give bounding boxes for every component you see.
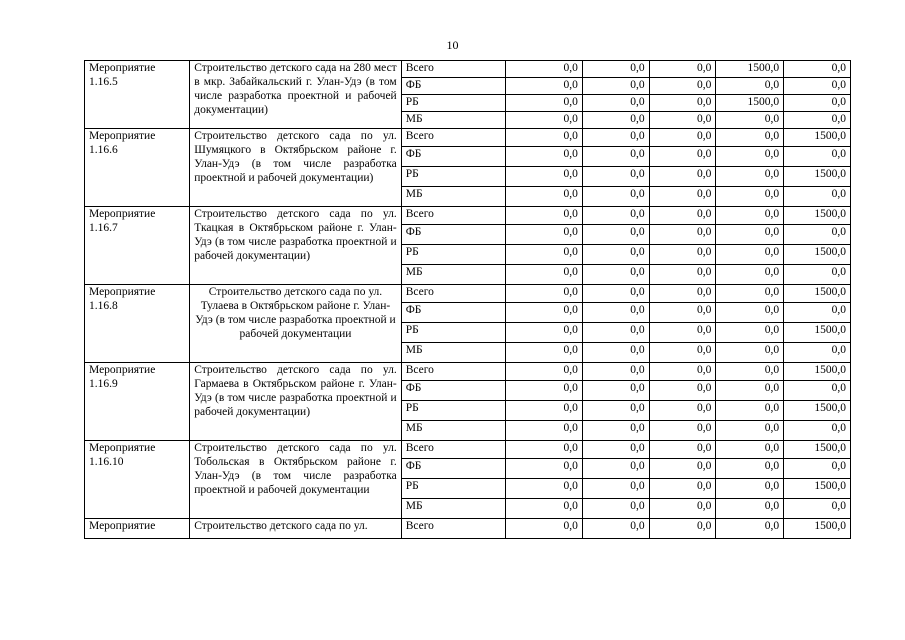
amount-cell: 1500,0 (784, 323, 851, 343)
amount-cell: 0,0 (716, 112, 784, 129)
amount-cell: 0,0 (582, 401, 649, 421)
description-cell: Строительство детского сада по ул. (190, 519, 401, 539)
event-cell: Мероприятие 1.16.10 (85, 441, 190, 519)
amount-cell: 0,0 (582, 78, 649, 95)
amount-cell: 0,0 (505, 167, 582, 187)
amount-cell: 0,0 (505, 363, 582, 381)
amount-cell: 0,0 (649, 421, 716, 441)
amount-cell: 0,0 (649, 95, 716, 112)
amount-cell: 1500,0 (716, 95, 784, 112)
amount-cell: 0,0 (716, 78, 784, 95)
amount-cell: 0,0 (505, 479, 582, 499)
event-cell: Мероприятие 1.16.5 (85, 61, 190, 129)
amount-cell: 0,0 (649, 167, 716, 187)
event-cell: Мероприятие 1.16.8 (85, 285, 190, 363)
amount-cell: 0,0 (505, 112, 582, 129)
amount-cell: 0,0 (582, 479, 649, 499)
amount-cell: 0,0 (505, 187, 582, 207)
table-row (85, 207, 851, 225)
amount-cell: 0,0 (505, 265, 582, 285)
amount-cell: 0,0 (716, 363, 784, 381)
amount-cell: 0,0 (649, 129, 716, 147)
funding-source-cell: ФБ (401, 78, 505, 95)
funding-table (84, 60, 851, 539)
amount-cell: 0,0 (649, 187, 716, 207)
funding-source-cell: МБ (401, 112, 505, 129)
amount-cell: 0,0 (716, 343, 784, 363)
amount-cell: 0,0 (716, 147, 784, 167)
amount-cell: 0,0 (505, 147, 582, 167)
funding-source-cell: МБ (401, 499, 505, 519)
amount-cell: 0,0 (784, 187, 851, 207)
amount-cell: 1500,0 (784, 519, 851, 539)
amount-cell: 0,0 (649, 147, 716, 167)
amount-cell: 0,0 (582, 421, 649, 441)
amount-cell: 0,0 (716, 519, 784, 539)
amount-cell: 0,0 (649, 401, 716, 421)
funding-source-cell: Всего (401, 363, 505, 381)
amount-cell: 0,0 (716, 303, 784, 323)
amount-cell: 0,0 (649, 499, 716, 519)
amount-cell: 0,0 (649, 381, 716, 401)
description-cell: Строительство детского сада по ул. Тобольская в Октябрьском районе г. Улан-Удэ (в том числе разработка проектной и рабочей документации (190, 441, 401, 519)
funding-source-cell: РБ (401, 401, 505, 421)
table-row (85, 441, 851, 459)
amount-cell: 0,0 (649, 61, 716, 78)
funding-source-cell: МБ (401, 187, 505, 207)
funding-source-cell: РБ (401, 245, 505, 265)
amount-cell: 0,0 (716, 499, 784, 519)
amount-cell: 0,0 (582, 499, 649, 519)
amount-cell: 0,0 (649, 265, 716, 285)
amount-cell: 0,0 (582, 207, 649, 225)
funding-source-cell: ФБ (401, 147, 505, 167)
amount-cell: 0,0 (784, 147, 851, 167)
amount-cell: 0,0 (784, 78, 851, 95)
event-cell: Мероприятие 1.16.9 (85, 363, 190, 441)
amount-cell: 0,0 (649, 441, 716, 459)
amount-cell: 1500,0 (784, 207, 851, 225)
funding-source-cell: МБ (401, 343, 505, 363)
amount-cell: 0,0 (649, 323, 716, 343)
amount-cell: 1500,0 (784, 479, 851, 499)
amount-cell: 0,0 (784, 343, 851, 363)
amount-cell: 0,0 (505, 459, 582, 479)
amount-cell: 0,0 (505, 95, 582, 112)
event-cell: Мероприятие 1.16.7 (85, 207, 190, 285)
amount-cell: 0,0 (505, 129, 582, 147)
amount-cell: 0,0 (716, 323, 784, 343)
description-cell: Строительство детского сада по ул. Гармаева в Октябрьском районе г. Улан-Удэ (в том числе разработка проектной и рабочей документации) (190, 363, 401, 441)
description-cell: Строительство детского сада по ул. Ткацкая в Октябрьском районе г. Улан-Удэ (в том числе разработка проектной и рабочей документации) (190, 207, 401, 285)
amount-cell: 0,0 (505, 78, 582, 95)
amount-cell: 0,0 (505, 499, 582, 519)
amount-cell: 0,0 (505, 519, 582, 539)
amount-cell: 0,0 (505, 225, 582, 245)
funding-source-cell: Всего (401, 519, 505, 539)
amount-cell: 0,0 (716, 129, 784, 147)
amount-cell: 0,0 (784, 459, 851, 479)
amount-cell: 0,0 (716, 187, 784, 207)
amount-cell: 1500,0 (784, 441, 851, 459)
amount-cell: 0,0 (505, 441, 582, 459)
amount-cell: 0,0 (716, 421, 784, 441)
amount-cell: 1500,0 (784, 245, 851, 265)
page-number: 10 (446, 38, 459, 52)
funding-source-cell: Всего (401, 61, 505, 78)
table-row (85, 519, 851, 539)
amount-cell: 0,0 (649, 245, 716, 265)
funding-source-cell: РБ (401, 167, 505, 187)
amount-cell: 0,0 (716, 265, 784, 285)
amount-cell: 0,0 (505, 285, 582, 303)
amount-cell: 0,0 (784, 95, 851, 112)
amount-cell: 0,0 (649, 225, 716, 245)
amount-cell: 1500,0 (784, 401, 851, 421)
amount-cell: 0,0 (784, 303, 851, 323)
funding-source-cell: РБ (401, 323, 505, 343)
description-cell: Строительство детского сада по ул. Тулаева в Октябрьском районе г. Улан-Удэ (в том числе разработка проектной и рабочей документации (190, 285, 401, 363)
amount-cell: 0,0 (716, 459, 784, 479)
amount-cell: 0,0 (784, 499, 851, 519)
amount-cell: 0,0 (582, 303, 649, 323)
amount-cell: 0,0 (649, 479, 716, 499)
amount-cell: 0,0 (649, 78, 716, 95)
table-row (85, 61, 851, 78)
table-row (85, 363, 851, 381)
amount-cell: 0,0 (582, 95, 649, 112)
amount-cell: 0,0 (582, 441, 649, 459)
amount-cell: 0,0 (649, 303, 716, 323)
description-cell: Строительство детского сада на 280 мест в мкр. Забайкальский г. Улан-Удэ (в том числе разработка проектной и рабочей документации) (190, 61, 401, 129)
amount-cell: 0,0 (505, 207, 582, 225)
amount-cell: 0,0 (649, 459, 716, 479)
amount-cell: 0,0 (582, 245, 649, 265)
funding-source-cell: МБ (401, 265, 505, 285)
amount-cell: 0,0 (784, 421, 851, 441)
amount-cell: 0,0 (582, 147, 649, 167)
amount-cell: 0,0 (582, 129, 649, 147)
amount-cell: 0,0 (582, 323, 649, 343)
amount-cell: 0,0 (784, 61, 851, 78)
amount-cell: 1500,0 (784, 363, 851, 381)
amount-cell: 0,0 (582, 265, 649, 285)
amount-cell: 0,0 (582, 112, 649, 129)
amount-cell: 0,0 (582, 363, 649, 381)
amount-cell: 0,0 (505, 381, 582, 401)
amount-cell: 0,0 (784, 381, 851, 401)
amount-cell: 0,0 (716, 479, 784, 499)
amount-cell: 0,0 (716, 225, 784, 245)
amount-cell: 0,0 (784, 265, 851, 285)
amount-cell: 1500,0 (784, 167, 851, 187)
amount-cell: 0,0 (505, 421, 582, 441)
funding-source-cell: Всего (401, 285, 505, 303)
funding-source-cell: Всего (401, 207, 505, 225)
amount-cell: 0,0 (716, 401, 784, 421)
table-row (85, 285, 851, 303)
amount-cell: 0,0 (505, 343, 582, 363)
funding-source-cell: РБ (401, 95, 505, 112)
funding-source-cell: МБ (401, 421, 505, 441)
amount-cell: 0,0 (582, 459, 649, 479)
amount-cell: 0,0 (716, 285, 784, 303)
amount-cell: 0,0 (582, 343, 649, 363)
amount-cell: 0,0 (649, 207, 716, 225)
funding-source-cell: ФБ (401, 303, 505, 323)
amount-cell: 0,0 (649, 363, 716, 381)
amount-cell: 0,0 (505, 323, 582, 343)
amount-cell: 1500,0 (784, 129, 851, 147)
amount-cell: 0,0 (649, 112, 716, 129)
amount-cell: 0,0 (505, 245, 582, 265)
amount-cell: 0,0 (582, 61, 649, 78)
amount-cell: 0,0 (582, 167, 649, 187)
funding-source-cell: Всего (401, 441, 505, 459)
funding-source-cell: Всего (401, 129, 505, 147)
amount-cell: 0,0 (784, 112, 851, 129)
funding-source-cell: ФБ (401, 381, 505, 401)
description-cell: Строительство детского сада по ул. Шумяцкого в Октябрьском районе г. Улан-Удэ (в том числе разработка проектной и рабочей документации) (190, 129, 401, 207)
amount-cell: 0,0 (649, 285, 716, 303)
amount-cell: 0,0 (582, 519, 649, 539)
amount-cell: 0,0 (505, 303, 582, 323)
funding-source-cell: РБ (401, 479, 505, 499)
amount-cell: 0,0 (505, 61, 582, 78)
funding-table-body (85, 61, 851, 539)
event-cell: Мероприятие 1.16.6 (85, 129, 190, 207)
amount-cell: 0,0 (582, 225, 649, 245)
amount-cell: 0,0 (649, 519, 716, 539)
amount-cell: 0,0 (582, 381, 649, 401)
amount-cell: 0,0 (716, 441, 784, 459)
amount-cell: 0,0 (582, 187, 649, 207)
funding-source-cell: ФБ (401, 225, 505, 245)
amount-cell: 0,0 (649, 343, 716, 363)
amount-cell: 1500,0 (784, 285, 851, 303)
amount-cell: 0,0 (784, 225, 851, 245)
amount-cell: 0,0 (716, 167, 784, 187)
amount-cell: 0,0 (716, 381, 784, 401)
amount-cell: 0,0 (716, 207, 784, 225)
amount-cell: 0,0 (716, 245, 784, 265)
amount-cell: 1500,0 (716, 61, 784, 78)
amount-cell: 0,0 (582, 285, 649, 303)
event-cell: Мероприятие (85, 519, 190, 539)
amount-cell: 0,0 (505, 401, 582, 421)
table-row (85, 129, 851, 147)
funding-source-cell: ФБ (401, 459, 505, 479)
